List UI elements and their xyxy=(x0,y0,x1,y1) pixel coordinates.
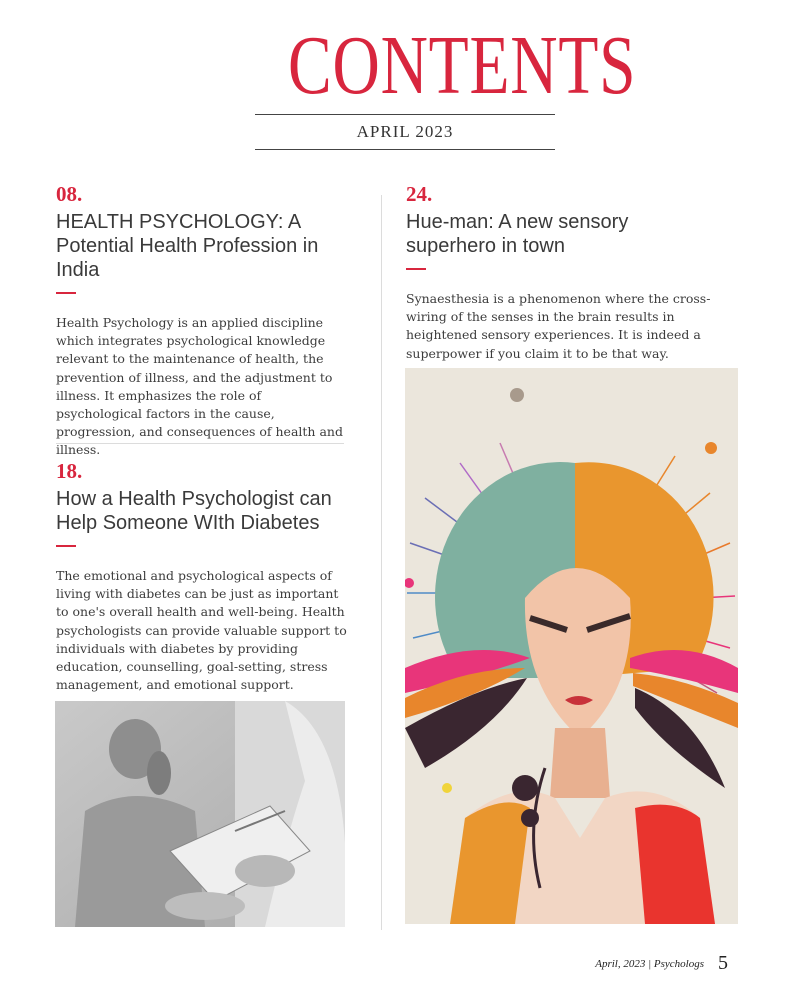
psychologist-consultation-photo xyxy=(55,701,345,927)
article-summary: Synaesthesia is a phenomenon where the cross-wiring of the senses in the brain results in heightened sensory experiences. It is indeed a superpower if you claim it to be that way. xyxy=(406,291,711,361)
article-number: 18. xyxy=(56,459,83,483)
article-summary: Health Psychology is an applied discipline which integrates psychological knowledge relevant to the maintenance of health, the prevention of illness, and the adjustment to illness. It emphasizes the role of psychological factors in the cause, progression, and consequences of health and illness. xyxy=(56,315,343,458)
article-number: 08. xyxy=(56,182,83,206)
article-headline[interactable]: How a Health Psychologist can Help Someone WIth Diabetes xyxy=(56,488,332,534)
synaesthesia-artwork xyxy=(405,368,738,924)
article-number: 24. xyxy=(406,182,433,206)
article-08[interactable] xyxy=(56,182,351,460)
article-24[interactable] xyxy=(406,182,726,363)
article-18[interactable] xyxy=(56,459,351,694)
headline-accent-line xyxy=(406,268,426,270)
artwork-illustration xyxy=(405,368,738,924)
page-number: 5 xyxy=(718,952,728,974)
page-title: CONTENTS xyxy=(288,19,637,112)
issue-date: APRIL 2023 xyxy=(356,122,454,141)
photo-illustration xyxy=(55,701,345,927)
column-divider xyxy=(381,195,382,930)
article-summary: The emotional and psychological aspects of living with diabetes can be just as important to one's overall health and well-being. Health psychologists can provide valuable support to individuals with diabetes by providing education, counselling, goal-setting, stress management, and emotional support. xyxy=(56,568,347,693)
title-rule-bottom xyxy=(255,149,555,150)
headline-accent-line xyxy=(56,545,76,547)
article-headline[interactable]: Hue-man: A new sensory superhero in town xyxy=(406,211,629,257)
article-headline[interactable]: HEALTH PSYCHOLOGY: A Potential Health Profession in India xyxy=(56,211,319,281)
footer-credit: April, 2023 | Psychologs xyxy=(595,958,704,970)
headline-accent-line xyxy=(56,292,76,294)
masthead xyxy=(255,18,637,150)
